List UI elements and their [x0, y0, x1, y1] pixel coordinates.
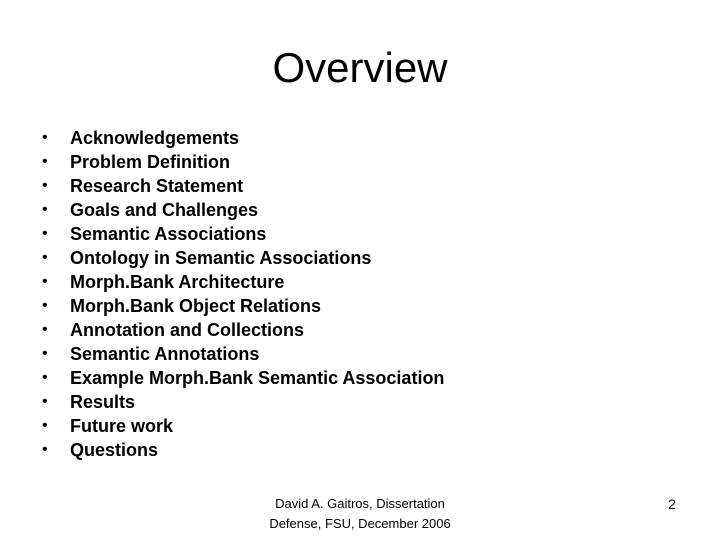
bullet-text: Problem Definition — [70, 152, 231, 172]
bullet-marker: • — [42, 129, 48, 146]
page-number: 2 — [668, 496, 676, 512]
bullet-marker: • — [42, 417, 48, 434]
bullet-marker: • — [42, 441, 48, 458]
bullet-text: Acknowledgements — [70, 128, 240, 148]
slide-title: Overview — [272, 44, 448, 91]
bullet-marker: • — [42, 201, 48, 218]
bullet-text: Morph.Bank Architecture — [70, 272, 285, 292]
bullet-text: Example Morph.Bank Semantic Association — [70, 368, 445, 388]
bullet-text: Goals and Challenges — [70, 200, 259, 220]
bullet-marker: • — [42, 273, 48, 290]
bullet-text: Semantic Associations — [70, 224, 267, 244]
bullet-marker: • — [42, 321, 48, 338]
bullet-marker: • — [42, 177, 48, 194]
bullet-text: Ontology in Semantic Associations — [70, 248, 372, 268]
bullet-marker: • — [42, 297, 48, 314]
slide-footer — [240, 494, 480, 534]
bullet-marker: • — [42, 153, 48, 170]
bullet-marker: • — [42, 393, 48, 410]
bullet-text: Results — [70, 392, 136, 412]
bullet-text: Questions — [70, 440, 159, 460]
bullet-text: Future work — [70, 416, 174, 436]
bullet-text: Semantic Annotations — [70, 344, 260, 364]
bullet-marker: • — [42, 369, 48, 386]
bullet-text: Morph.Bank Object Relations — [70, 296, 322, 316]
bullet-marker: • — [42, 225, 48, 242]
bullet-marker: • — [42, 249, 48, 266]
footer-line-2: Defense, FSU, December 2006 — [269, 516, 451, 531]
footer-line-1: David A. Gaitros, Dissertation — [275, 496, 445, 511]
bullet-text: Research Statement — [70, 176, 244, 196]
bullet-text: Annotation and Collections — [70, 320, 304, 340]
bullet-marker: • — [42, 345, 48, 362]
